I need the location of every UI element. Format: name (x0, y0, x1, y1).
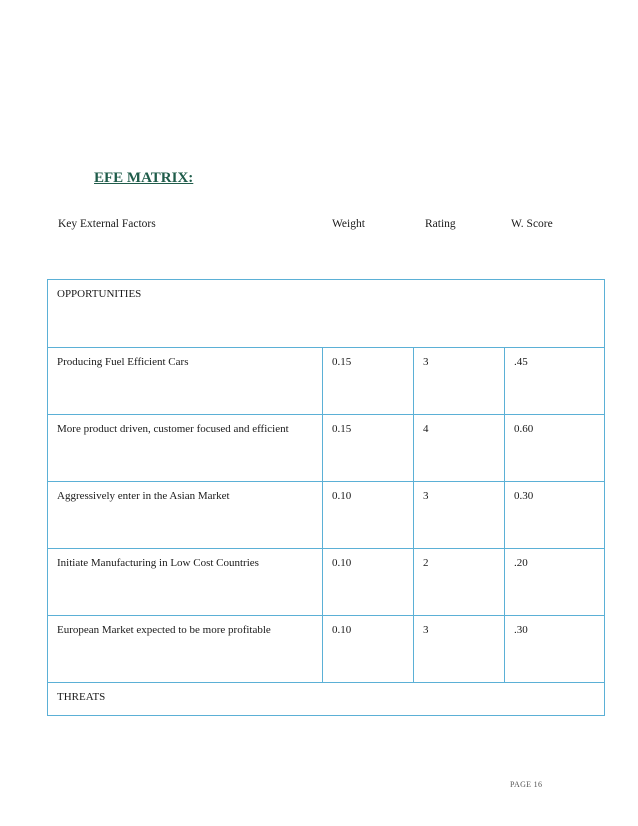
factor-cell: Producing Fuel Efficient Cars (48, 348, 323, 415)
threats-label: THREATS (48, 683, 605, 716)
weight-cell: 0.10 (323, 616, 414, 683)
score-cell: .20 (505, 549, 605, 616)
factor-cell: European Market expected to be more profitable (48, 616, 323, 683)
table-row (48, 616, 605, 683)
table-row (48, 482, 605, 549)
rating-cell: 3 (414, 616, 505, 683)
factor-cell: Initiate Manufacturing in Low Cost Countries (48, 549, 323, 616)
score-cell: 0.30 (505, 482, 605, 549)
weight-cell: 0.15 (323, 348, 414, 415)
score-cell: .45 (505, 348, 605, 415)
page-number: PAGE 16 (510, 780, 543, 789)
rating-cell: 3 (414, 348, 505, 415)
factor-cell: Aggressively enter in the Asian Market (48, 482, 323, 549)
table-row (48, 415, 605, 482)
header-weight: Weight (332, 218, 365, 230)
opportunities-label: OPPORTUNITIES (48, 280, 605, 348)
header-key-external-factors: Key External Factors (58, 218, 156, 230)
threats-section-row (48, 683, 605, 716)
opportunities-section-row (48, 280, 605, 348)
score-cell: .30 (505, 616, 605, 683)
weight-cell: 0.15 (323, 415, 414, 482)
weight-cell: 0.10 (323, 549, 414, 616)
score-cell: 0.60 (505, 415, 605, 482)
weight-cell: 0.10 (323, 482, 414, 549)
efe-matrix-table (47, 279, 605, 716)
table-row (48, 348, 605, 415)
header-weighted-score: W. Score (511, 218, 553, 230)
rating-cell: 4 (414, 415, 505, 482)
header-rating: Rating (425, 218, 456, 230)
table-row (48, 549, 605, 616)
factor-cell: More product driven, customer focused and efficient (48, 415, 323, 482)
page-title: EFE MATRIX: (94, 170, 194, 186)
rating-cell: 2 (414, 549, 505, 616)
rating-cell: 3 (414, 482, 505, 549)
